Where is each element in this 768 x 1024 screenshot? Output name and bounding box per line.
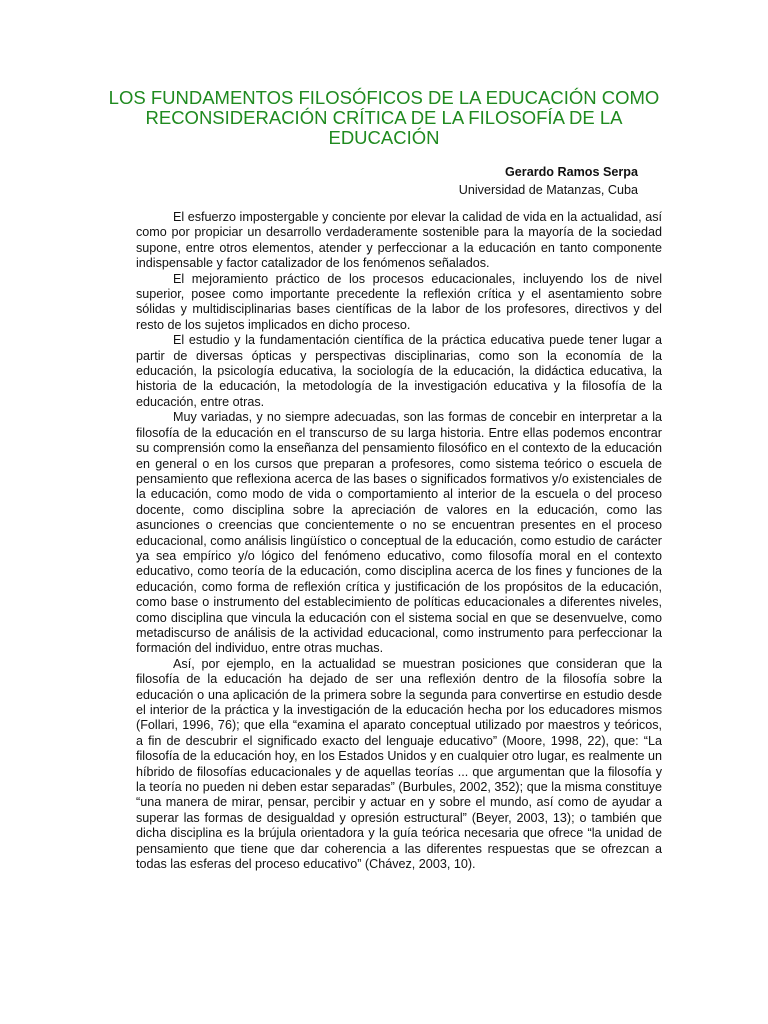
paragraph: Muy variadas, y no siempre adecuadas, son las formas de concebir en interpretar a la filosofía de la educación en el transcurso de su larga historia. Entre ellas podemos encontrar su comprensión como la enseñanza del pensamiento filosófico en el contexto de la educación en general o en los cursos que preparan a profesores, como sistema teórico o escuela de pensamiento que reflexiona acerca de las bases o significados formativos y/o existenciales de la educación, como modo de vida o comportamiento al interior de la escuela o del proceso docente, como disciplina sobre la apreciación de valores en la educación, como las asunciones o creencias que concientemente o no se encuentran presentes en el proceso educacional, como análisis lingüístico o conceptual de la educación, como estudio de carácter ya sea empírico y/o lógico del fenómeno educativo, como filosofía moral en el contexto educativo, como teoría de la educación, como disciplina acerca de los fines y funciones de la educación, como forma de reflexión crítica y justificación de los propósitos de la educación, como base o instrumento del establecimiento de políticas educacionales a diferentes niveles, como disciplina que vincula la educación con el sistema social en que se desenvuelve, como metadiscurso de análisis de la actividad educacional, como instrumento para perfeccionar la formación del individuo, entre otras muchas. (136, 410, 662, 656)
author-block (459, 163, 638, 199)
paragraph: Así, por ejemplo, en la actualidad se muestran posiciones que consideran que la filosofía de la educación ha dejado de ser una reflexión dentro de la filosofía sobre la educación o una aplicación de la primera sobre la segunda para convertirse en estudio desde el interior de la práctica y la investigación de la educación hecha por los educadores mismos (Follari, 1996, 76); que ella “examina el aparato conceptual utilizado por maestros y teóricos, a fin de descubrir el significado exacto del lenguaje educativo” (Moore, 1998, 22), que: “La filosofía de la educación hoy, en los Estados Unidos y en cualquier otro lugar, es realmente un híbrido de filosofías educacionales y de aquellas teorías ... que argumentan que la filosofía y la teoría no pueden ni deben estar separadas” (Burbules, 2002, 352); que la misma constituye “una manera de mirar, pensar, percibir y actuar en y sobre el mundo, así como de ayudar a superar las formas de desigualdad y opresión estructural” (Beyer, 2003, 13); o también que dicha disciplina es la brújula orientadora y la guía teórica necesaria que ofrece “la unidad de pensamiento que tiene que dar coherencia a las diferentes respuestas que se ofrezcan a todas las esferas del proceso educativo” (Chávez, 2003, 10). (136, 656, 662, 872)
paragraph: El esfuerzo impostergable y conciente por elevar la calidad de vida en la actualidad, así como por propiciar un desarrollo verdaderamente sostenible para la mayoría de la sociedad supone, entre otros elementos, atender y perfeccionar a la educación en tanto componente indispensable y factor catalizador de los fenómenos señalados. (136, 210, 662, 271)
author-name: Gerardo Ramos Serpa (505, 165, 638, 179)
author-affiliation: Universidad de Matanzas, Cuba (458, 183, 638, 197)
title-line-3: EDUCACIÓN (328, 127, 440, 148)
title-line-1: LOS FUNDAMENTOS FILOSÓFICOS DE LA EDUCACIÓN COMO (108, 87, 660, 108)
title-line-2: RECONSIDERACIÓN CRÍTICA DE LA FILOSOFÍA DE LA (145, 107, 623, 128)
paragraph: El estudio y la fundamentación científica de la práctica educativa puede tener lugar a partir de diversas ópticas y perspectivas disciplinarias, como son la economía de la educación, la psicología educativa, la sociología de la educación, la didáctica educativa, la historia de la educación, la metodología de la investigación educativa y la filosofía de la educación, entre otras. (136, 333, 662, 409)
paragraph: El mejoramiento práctico de los procesos educacionales, incluyendo los de nivel superior, posee como importante precedente la reflexión crítica y el asentamiento sobre sólidas y multidisciplinarias bases científicas de la labor de los profesores, directivos y del resto de los sujetos implicados en dicho proceso. (136, 271, 662, 332)
document-body (136, 210, 662, 872)
document-title (100, 88, 668, 148)
